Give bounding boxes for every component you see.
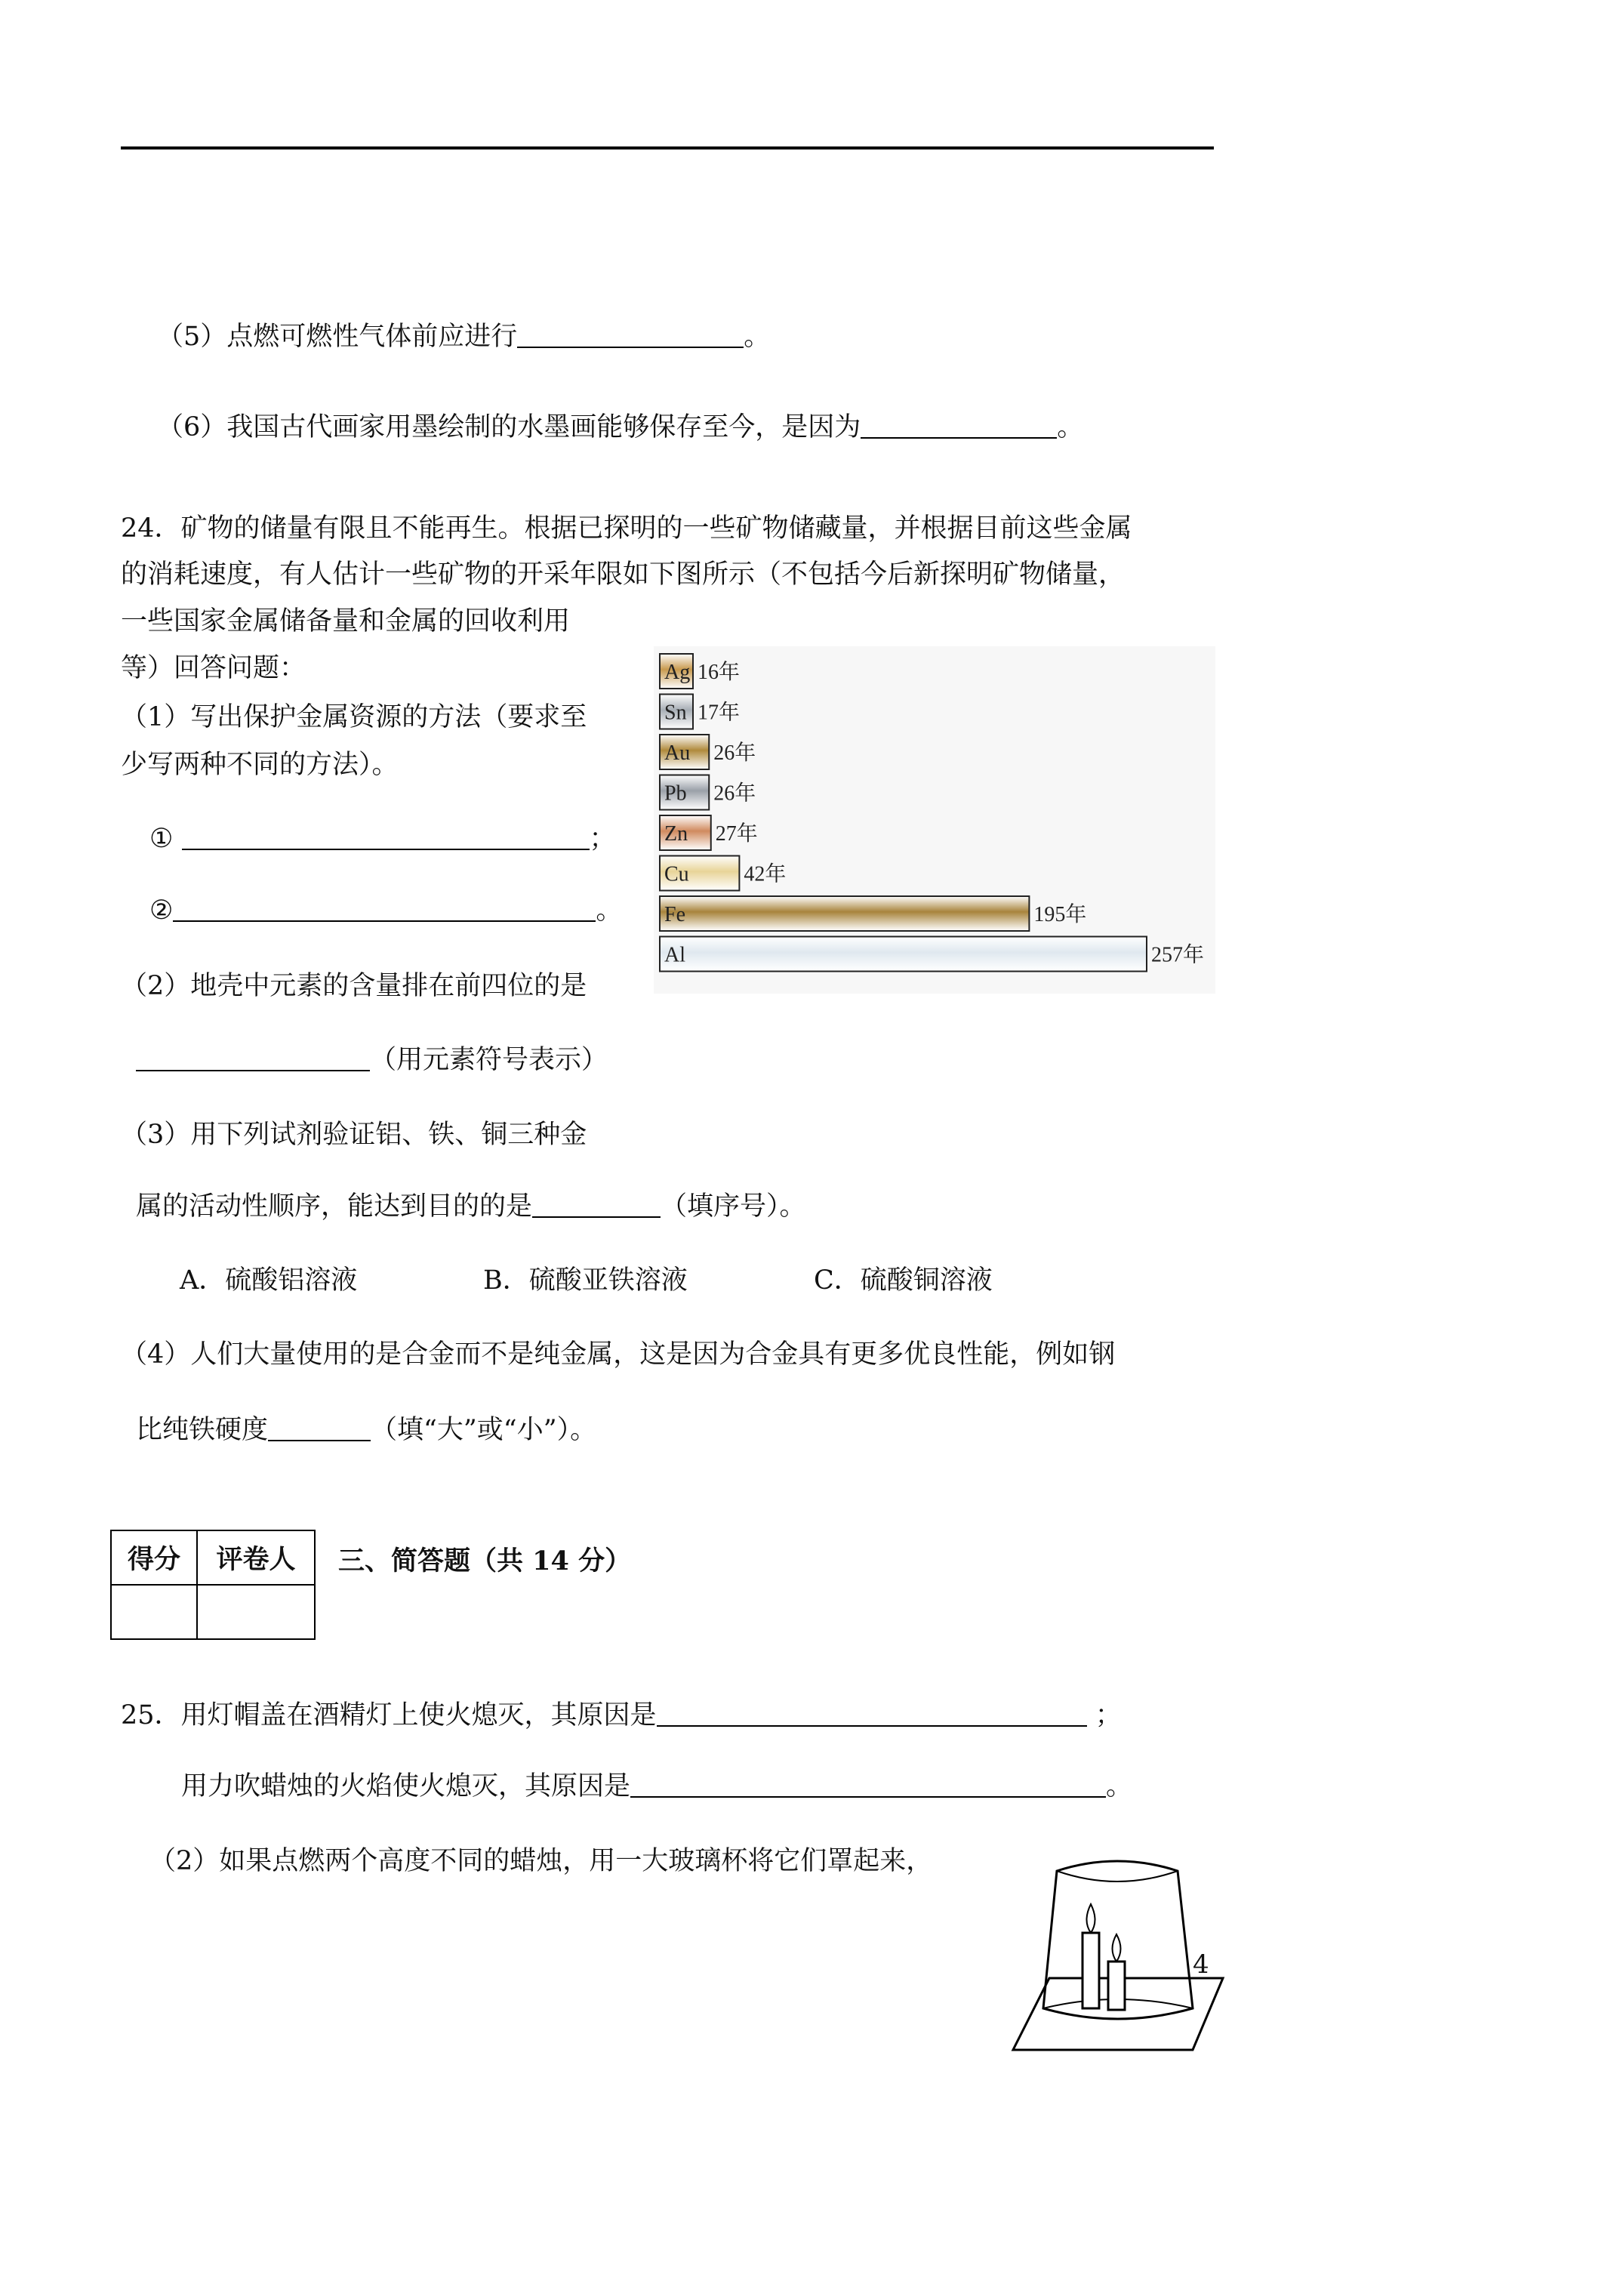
page-number: 4: [1193, 1949, 1209, 1980]
category-label: Ag: [664, 661, 691, 684]
section-heading: 三、简答题（共 14 分）: [338, 1546, 632, 1576]
q23-item6: （6）我国古代画家用墨绘制的水墨画能够保存至今，是因为 。: [157, 412, 1084, 442]
score-header: 得分: [111, 1530, 197, 1585]
q24-intro-line1: 24．矿物的储量有限且不能再生。根据已探明的一些矿物储藏量，并根据目前这些金属: [121, 513, 1132, 544]
header-rule: [121, 146, 1214, 149]
value-label: 16年: [698, 661, 741, 684]
q24-sub3-line1: （3）用下列试剂验证铝、铁、铜三种金: [121, 1120, 587, 1150]
mineral-reserve-chart: [654, 646, 1215, 994]
q24-blank2: ② 。: [149, 895, 623, 926]
score-table: [110, 1530, 316, 1640]
q24-sub2-line2: （用元素符号表示）: [136, 1039, 608, 1077]
bar-al: [660, 937, 1147, 972]
category-label: Al: [664, 943, 685, 967]
value-label: 42年: [744, 862, 787, 886]
answer-blank[interactable]: [268, 1417, 371, 1441]
q25-sub2: （2）如果点燃两个高度不同的蜡烛，用一大玻璃杯将它们罩起来，: [149, 1846, 933, 1876]
value-label: 27年: [715, 822, 758, 846]
q24-sub4-line2: 比纯铁硬度 （填“大”或“小”）。: [136, 1415, 597, 1445]
q24-blank1: ① ；: [149, 824, 616, 854]
grader-header: 评卷人: [197, 1530, 315, 1585]
answer-blank[interactable]: [861, 415, 1057, 439]
value-label: 17年: [698, 701, 741, 725]
answer-blank[interactable]: [517, 324, 744, 348]
flame-icon: [1113, 1934, 1121, 1962]
value-label: 195年: [1033, 903, 1087, 926]
category-label: Sn: [664, 701, 687, 725]
q23-item5: （5）点燃可燃性气体前应进行 。: [157, 322, 771, 352]
grader-cell[interactable]: [197, 1585, 315, 1639]
answer-blank[interactable]: [173, 898, 596, 922]
flame-icon: [1087, 1904, 1095, 1933]
answer-blank[interactable]: [182, 826, 590, 850]
value-label: 26年: [713, 741, 756, 765]
answer-blank[interactable]: [657, 1703, 1087, 1727]
tall-candle: [1083, 1933, 1099, 2008]
category-label: Pb: [664, 781, 687, 806]
answer-blank[interactable]: [532, 1194, 661, 1218]
category-label: Zn: [664, 822, 688, 846]
q24-intro-line2: 的消耗速度，有人估计一些矿物的开采年限如下图所示（不包括今后新探明矿物储量，: [121, 559, 1126, 590]
value-label: 26年: [713, 781, 756, 806]
answer-blank[interactable]: [136, 1047, 370, 1071]
q24-sub3-line2: 属的活动性顺序，能达到目的的是 （填序号）。: [136, 1191, 806, 1222]
q25-line1: 25．用灯帽盖在酒精灯上使火熄灭，其原因是 ；: [121, 1700, 1122, 1730]
option-b: B．硫酸亚铁溶液: [483, 1265, 688, 1296]
q24-intro-line4: 等）回答问题：: [121, 653, 306, 683]
category-label: Cu: [664, 862, 689, 886]
value-label: 257年: [1151, 943, 1205, 967]
q24-sub2-line1: （2）地壳中元素的含量排在前四位的是: [121, 971, 587, 1001]
q24-sub4-line1: （4）人们大量使用的是合金而不是纯金属，这是因为合金具有更多优良性能，例如钢: [121, 1339, 1116, 1370]
score-cell[interactable]: [111, 1585, 197, 1639]
option-c: C．硫酸铜溶液: [814, 1265, 993, 1296]
category-label: Au: [664, 741, 691, 765]
q25-line2: 用力吹蜡烛的火焰使火熄灭，其原因是 。: [181, 1771, 1133, 1801]
q24-sub1-line2: 少写两种不同的方法）。: [121, 750, 399, 780]
q24-sub1-line1: （1）写出保护金属资源的方法（要求至: [121, 702, 587, 732]
bar-fe: [660, 896, 1029, 931]
option-a: A．硫酸铝溶液: [180, 1265, 358, 1296]
q24-intro-line3: 一些国家金属储备量和金属的回收利用: [121, 606, 571, 636]
answer-blank[interactable]: [630, 1774, 1106, 1798]
category-label: Fe: [664, 903, 685, 926]
short-candle: [1108, 1962, 1125, 2010]
